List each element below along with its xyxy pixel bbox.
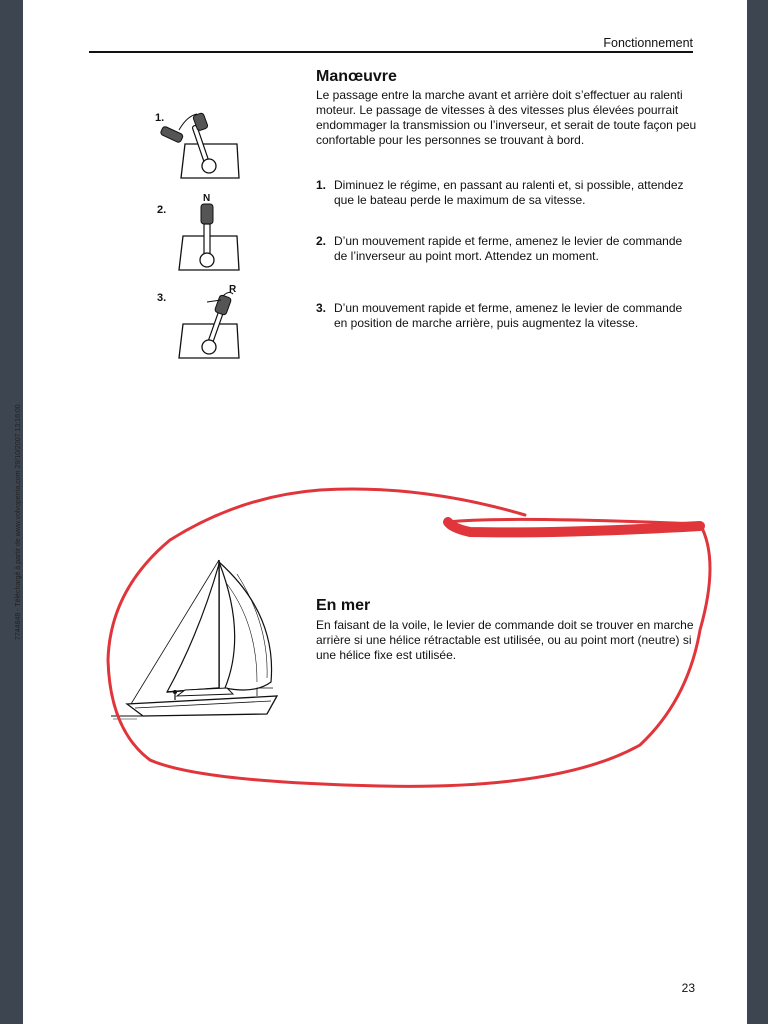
figure-2-marker: N [203, 193, 211, 204]
manoeuvre-intro: Le passage entre la marche avant et arrière doit s’effectuer au ralenti moteur. Le passage de vitesses à des vitesses plus élevées pourrait endommager la transmission ou l’inverseur, et serait de toute façon peu confortable pour les personnes se trouvant à bord. [316, 88, 697, 147]
figure-2-label: 2. [157, 204, 167, 216]
figure-1-label: 1. [155, 112, 165, 124]
document-page [15, 0, 747, 1024]
step-1-text: Diminuez le régime, en passant au ralenti et, si possible, attendez que le bateau perde le maximum de sa vitesse. [334, 178, 684, 207]
en-mer-heading: En mer [316, 597, 371, 614]
step-1-number: 1. [316, 178, 327, 192]
lever-forward-icon [153, 108, 253, 180]
step-2-text: D’un mouvement rapide et ferme, amenez le levier de commande de l’inverseur au point mort. Attendez un moment. [334, 234, 683, 263]
manoeuvre-heading: Manœuvre [316, 68, 397, 85]
figure-3-label: 3. [157, 292, 167, 304]
figure-3-marker: R [229, 284, 237, 295]
lever-reverse-icon [173, 280, 253, 362]
header-title: Fonctionnement [603, 36, 693, 50]
step-2 [316, 234, 698, 264]
sailboat-icon [107, 554, 283, 722]
header-rule [89, 51, 693, 53]
step-3-text: D’un mouvement rapide et ferme, amenez le levier de commande en position de marche arrière, puis augmentez la vitesse. [334, 301, 683, 330]
side-note: 7744848 - Téléchargé à partir de www.volvopenta.com 29/10/2007 13:16:00 [15, 404, 22, 640]
step-2-number: 2. [316, 234, 327, 248]
lever-neutral-icon [173, 190, 253, 274]
step-1 [316, 178, 698, 208]
en-mer-text: En faisant de la voile, le levier de commande doit se trouver en marche arrière si une hélice rétractable est utilisée, ou au point mort (neutre) si une hélice fixe est utilisée. [316, 618, 694, 662]
page-number: 23 [681, 981, 695, 995]
step-3-number: 3. [316, 301, 327, 315]
step-3 [316, 301, 698, 331]
